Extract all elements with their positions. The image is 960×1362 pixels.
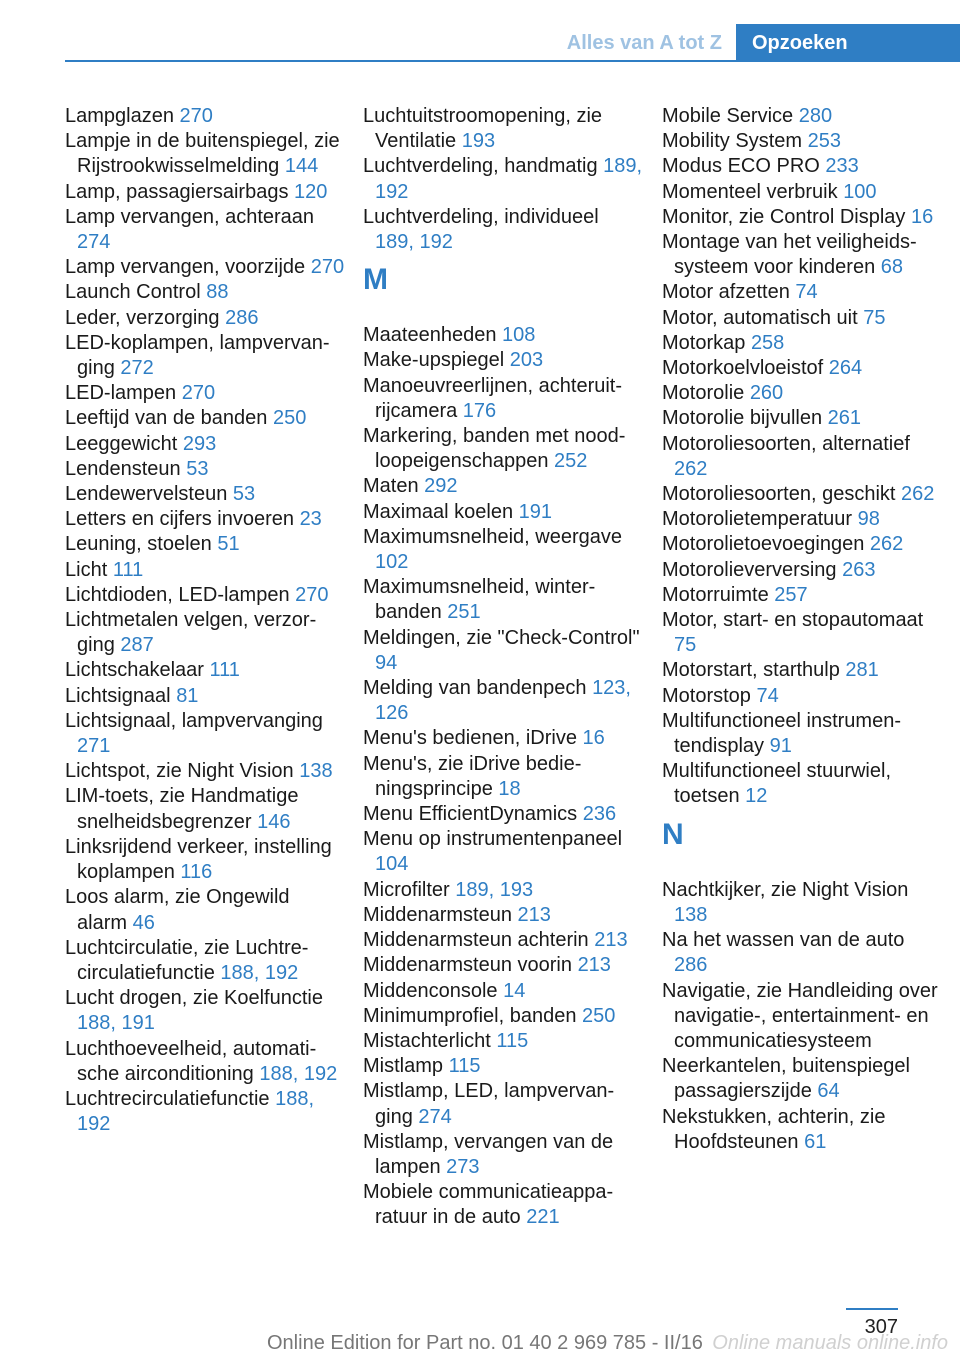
index-entry	[65, 784, 345, 834]
index-column-3	[662, 104, 942, 1155]
entry-term: Microfilter	[363, 878, 456, 901]
page-ref-link[interactable]: 189, 192	[375, 155, 643, 203]
entry-term: Luchthoeveelheid, automatische airconditioning	[65, 1037, 317, 1085]
entry-term: Maateenheden	[363, 324, 503, 347]
index-entry	[65, 129, 345, 179]
entry-term: Leuning, stoelen	[65, 533, 218, 556]
index-entry	[65, 432, 345, 457]
entry-term: Nekstukken, achterin, zie Hoofdsteunen	[662, 1105, 886, 1153]
page-header	[0, 0, 960, 62]
entry-term: Luchtcirculatie, zie Luchtrecirculatiefunctie	[65, 936, 309, 984]
entry-term: Motor, automatisch uit	[662, 306, 864, 329]
entry-term: Motoroliesoorten, geschikt	[662, 483, 902, 506]
entry-term: Manoeuvreerlijnen, achteruitrijcamera	[363, 374, 623, 422]
page-ref-link[interactable]: 213	[577, 954, 611, 977]
entry-term: Maximumsnelheid, winterbanden	[363, 576, 596, 624]
page-ref-link[interactable]: 68	[880, 256, 904, 279]
entry-term: Leeggewicht	[65, 432, 183, 455]
index-entry	[662, 280, 942, 305]
index-entry	[363, 525, 643, 575]
index-entry	[363, 1130, 643, 1180]
page-ref-link[interactable]: 18	[498, 777, 521, 800]
page-ref-link[interactable]: 98	[857, 508, 880, 531]
page-ref-link[interactable]: 271	[77, 735, 111, 758]
entry-term: Leder, verzorging	[65, 306, 226, 329]
page-ref-link[interactable]: 293	[182, 432, 217, 455]
index-entry	[363, 575, 643, 625]
index-entry	[662, 583, 942, 608]
index-entry	[363, 500, 643, 525]
index-entry	[65, 381, 345, 406]
index-entry	[363, 1079, 643, 1129]
index-column-1	[65, 104, 345, 1137]
index-entry	[662, 306, 942, 331]
entry-term: Momenteel verbruik	[662, 180, 844, 203]
page-ref-link[interactable]: 189, 192	[375, 231, 453, 254]
page-ref-link[interactable]: 16	[910, 205, 934, 228]
index-entry	[662, 331, 942, 356]
entry-term: Nachtkijker, zie Night Vision	[662, 878, 909, 901]
index-entry	[65, 306, 345, 331]
section-title: Alles van A tot Z	[566, 32, 722, 54]
entry-term: Modus ECO PRO	[662, 155, 826, 178]
index-entry	[363, 626, 643, 676]
index-entry	[662, 507, 942, 532]
page-ref-link[interactable]: 75	[674, 634, 697, 657]
entry-term: Motoroliesoorten, alternatief	[662, 432, 910, 455]
index-entry	[662, 759, 942, 809]
entry-term: Luchtverdeling, handmatig	[363, 155, 604, 178]
entry-term: LED-lampen	[65, 382, 182, 405]
page-ref-link[interactable]: 23	[299, 508, 322, 531]
page-ref-link[interactable]: 264	[828, 357, 863, 380]
page-ref-link[interactable]: 292	[424, 475, 458, 498]
index-entry	[662, 104, 942, 129]
index-entry	[65, 709, 345, 759]
page-ref-link[interactable]: 189, 193	[455, 878, 534, 901]
index-entry	[662, 979, 942, 1055]
index-entry	[65, 280, 345, 305]
entry-term: Licht	[65, 558, 113, 581]
page-ref-link[interactable]: 104	[375, 853, 409, 876]
index-entry	[65, 532, 345, 557]
entry-term: Lichtmetalen velgen, verzorging	[65, 609, 317, 657]
index-entry	[65, 180, 345, 205]
page-ref-link[interactable]: 272	[120, 357, 154, 380]
entry-term: LIM-toets, zie Handmatige snelheidsbegrenzer	[65, 785, 299, 833]
page-ref-link[interactable]: 233	[825, 155, 859, 178]
page-ref-link[interactable]: 262	[901, 483, 935, 506]
index-entry	[363, 752, 643, 802]
page-ref-link[interactable]: 74	[795, 281, 818, 304]
index-entry	[363, 878, 643, 903]
entry-term: Motorstart, starthulp	[662, 659, 846, 682]
page-ref-link[interactable]: 286	[225, 306, 259, 329]
index-entry	[65, 936, 345, 986]
entry-term: Motorolie bijvullen	[662, 407, 828, 430]
index-entry	[662, 608, 942, 658]
page-ref-link[interactable]: 270	[181, 382, 216, 405]
index-column-2	[363, 104, 643, 1231]
entry-term: Lichtsignaal, lampvervanging	[65, 709, 323, 732]
page-ref-link[interactable]: 188, 192	[77, 1087, 315, 1136]
page-ref-link[interactable]: 138	[674, 903, 708, 926]
index-entry	[65, 583, 345, 608]
entry-term: Luchtuitstroomopening, zie Ventilatie	[363, 105, 603, 153]
page-ref-link[interactable]: 213	[517, 903, 551, 926]
entry-term: Meldingen, zie "Check-Control"	[363, 626, 640, 649]
page-number: 307	[864, 1316, 898, 1338]
page-ref-link[interactable]: 116	[180, 861, 213, 884]
index-entry	[65, 507, 345, 532]
entry-term: Motor afzetten	[662, 281, 796, 304]
page-ref-link[interactable]: 144	[284, 155, 319, 178]
entry-term: Minimumprofiel, banden	[363, 1004, 582, 1027]
entry-term: Make-upspiegel	[363, 349, 510, 372]
page-ref-link[interactable]: 81	[176, 684, 199, 707]
page-ref-link[interactable]: 146	[257, 810, 291, 833]
index-entry	[662, 709, 942, 759]
entry-term: Maximaal koelen	[363, 500, 519, 523]
index-entry	[65, 658, 345, 683]
entry-term: Neerkantelen, buitenspiegel passagierszijde	[662, 1055, 910, 1103]
index-entry	[65, 986, 345, 1036]
page-ref-link[interactable]: 250	[272, 407, 307, 430]
page-ref-link[interactable]: 270	[295, 583, 329, 606]
page-ref-link[interactable]: 115	[448, 1055, 481, 1078]
index-entry	[65, 558, 345, 583]
index-entry	[363, 1029, 643, 1054]
index-entry	[65, 205, 345, 255]
index-entry	[363, 154, 643, 204]
page-ref-link[interactable]: 115	[496, 1029, 529, 1052]
index-entry	[363, 676, 643, 726]
entry-term: Maten	[363, 475, 425, 498]
entry-term: Luchtrecirculatiefunctie	[65, 1087, 276, 1110]
index-entry	[662, 180, 942, 205]
index-entry	[363, 979, 643, 1004]
entry-term: Launch Control	[65, 281, 207, 304]
page-ref-link[interactable]: 286	[674, 954, 708, 977]
index-entry	[65, 255, 345, 280]
entry-term: Middenconsole	[363, 979, 504, 1002]
page-ref-link[interactable]: 75	[863, 306, 886, 329]
page-ref-link[interactable]: 12	[745, 785, 768, 808]
page-ref-link[interactable]: 53	[186, 457, 209, 480]
page-ref-link[interactable]: 53	[232, 483, 256, 506]
page-ref-link[interactable]: 16	[582, 727, 605, 750]
entry-term: Lichtschakelaar	[65, 659, 210, 682]
index-entry	[363, 903, 643, 928]
entry-term: Mistachterlicht	[363, 1029, 497, 1052]
index-entry	[662, 129, 942, 154]
index-entry	[65, 482, 345, 507]
page-ref-link[interactable]: 100	[843, 180, 877, 203]
page-ref-link[interactable]: 51	[217, 533, 240, 556]
page-ref-link[interactable]: 94	[375, 651, 398, 674]
index-entry	[662, 684, 942, 709]
entry-term: Lendewervelsteun	[65, 483, 233, 506]
index-entry	[65, 1037, 345, 1087]
index-entry	[662, 230, 942, 280]
index-entry	[662, 1054, 942, 1104]
entry-term: Motorkoelvloeistof	[662, 357, 829, 380]
entry-term: Mobile Service	[662, 105, 799, 127]
entry-term: Leeftijd van de banden	[65, 407, 273, 430]
entry-term: Montage van het veiligheidssysteem voor kinderen	[662, 231, 917, 279]
page-ref-link[interactable]: 102	[375, 551, 409, 574]
entry-term: Lampje in de buitenspiegel, zie Rijstrookwisselmelding	[65, 130, 340, 178]
index-entry	[662, 658, 942, 683]
index-entry	[65, 608, 345, 658]
entry-term: Lamp vervangen, achteraan	[65, 205, 315, 228]
page-ref-link[interactable]: 91	[769, 735, 792, 758]
entry-term: LED-koplampen, lampvervanging	[65, 331, 330, 380]
index-entry	[65, 104, 345, 129]
index-entry	[662, 558, 942, 583]
page-ref-link[interactable]: 257	[774, 583, 808, 606]
entry-term: Middenarmsteun voorin	[363, 954, 578, 977]
index-entry	[65, 684, 345, 709]
section-letter: N	[662, 817, 684, 851]
page-ref-link[interactable]: 64	[817, 1080, 840, 1103]
entry-term: Menu op instrumentenpaneel	[363, 828, 623, 851]
page-ref-link[interactable]: 280	[798, 105, 833, 127]
page-ref-link[interactable]: 258	[750, 331, 785, 354]
section-letter: M	[363, 263, 388, 297]
index-entry	[662, 482, 942, 507]
page-ref-link[interactable]: 273	[446, 1155, 480, 1178]
entry-term: Motorolietemperatuur	[662, 508, 858, 531]
index-entry	[363, 1004, 643, 1029]
entry-term: Mistlamp, vervangen van de lampen	[363, 1130, 614, 1178]
entry-term: Letters en cijfers invoeren	[65, 508, 300, 531]
page-ref-link[interactable]: 252	[554, 450, 588, 473]
page-ref-link[interactable]: 270	[179, 105, 213, 127]
page-ref-link[interactable]: 108	[502, 324, 536, 347]
page-ref-link[interactable]: 274	[418, 1105, 452, 1128]
page-ref-link[interactable]: 123, 126	[375, 677, 631, 725]
page-ref-link[interactable]: 250	[582, 1004, 616, 1027]
index-entry	[363, 726, 643, 751]
entry-term: Middenarmsteun	[363, 903, 518, 926]
entry-term: Mobiele communicatieapparatuur in de auto	[363, 1181, 614, 1229]
page-ref-link[interactable]: 253	[807, 130, 841, 153]
entry-term: Motorolietoevoegingen	[662, 533, 870, 556]
chapter-tab: Opzoeken	[736, 24, 960, 62]
entry-term: Lucht drogen, zie Koelfunctie	[65, 987, 323, 1010]
page-ref-link[interactable]: 88	[206, 281, 229, 304]
entry-term: Loos alarm, zie Ongewild alarm	[65, 886, 290, 934]
page-ref-link[interactable]: 138	[299, 760, 333, 783]
index-entry	[363, 827, 643, 877]
page-ref-link[interactable]: 14	[503, 979, 526, 1002]
entry-term: Melding van bandenpech	[363, 677, 593, 700]
entry-term: Na het wassen van de auto	[662, 929, 905, 952]
page-ref-link[interactable]: 213	[594, 929, 628, 952]
edition-note: Online Edition for Part no. 01 40 2 969 785 - II/16	[267, 1332, 703, 1354]
page-ref-link[interactable]: 203	[509, 349, 544, 372]
entry-term: Motor, start- en stopautomaat	[662, 609, 924, 632]
index-entry	[363, 953, 643, 978]
page-ref-link[interactable]: 262	[869, 533, 904, 556]
index-entry	[363, 1054, 643, 1079]
entry-term: Mistlamp	[363, 1055, 449, 1078]
page-ref-link[interactable]: 111	[112, 558, 144, 581]
index-entry	[363, 104, 643, 154]
index-entry	[65, 835, 345, 885]
entry-term: Motorkap	[662, 331, 751, 354]
entry-term: Lichtdioden, LED-lampen	[65, 583, 296, 606]
index-entry	[662, 928, 942, 978]
page-ref-link[interactable]: 251	[447, 601, 481, 624]
index-entry	[65, 406, 345, 431]
entry-term: Lampglazen	[65, 105, 180, 127]
index-entry	[662, 205, 942, 230]
page-ref-link[interactable]: 188, 192	[220, 961, 299, 984]
index-entry	[363, 1180, 643, 1230]
page-ref-link[interactable]: 263	[842, 558, 876, 581]
entry-term: Markering, banden met noodloopeigenschappen	[363, 425, 626, 473]
entry-term: Lamp, passagiersairbags	[65, 180, 295, 203]
index-entry	[363, 802, 643, 827]
index-entry	[363, 374, 643, 424]
entry-term: Navigatie, zie Handleiding over navigatie-, entertainment- en communicatiesysteem	[662, 979, 938, 1052]
entry-term: Lichtsignaal	[65, 684, 177, 707]
page-ref-link[interactable]: 261	[827, 407, 862, 430]
page-ref-link[interactable]: 188, 191	[77, 1012, 155, 1035]
footer-rule	[846, 1308, 898, 1310]
index-entry	[65, 331, 345, 381]
page-ref-link[interactable]: 221	[526, 1206, 560, 1229]
entry-term: Motorruimte	[662, 583, 775, 606]
index-entry	[662, 532, 942, 557]
entry-term: Lendensteun	[65, 457, 187, 480]
page-ref-link[interactable]: 260	[749, 382, 784, 405]
page-ref-link[interactable]: 193	[461, 130, 496, 153]
page-ref-link[interactable]: 111	[209, 659, 240, 682]
index-entry	[662, 406, 942, 431]
index-entry	[662, 356, 942, 381]
index-entry	[363, 424, 643, 474]
entry-term: Lamp vervangen, voorzijde	[65, 256, 311, 279]
entry-term: Menu EfficientDynamics	[363, 803, 583, 826]
index-entry	[363, 205, 643, 255]
entry-term: Motorstop	[662, 684, 757, 707]
index-entry	[65, 457, 345, 482]
watermark: Online manuals online.info	[712, 1332, 948, 1354]
page-ref-link[interactable]: 120	[294, 180, 328, 203]
page-ref-link[interactable]: 236	[582, 803, 617, 826]
entry-term: Multifunctioneel instrumentendisplay	[662, 709, 902, 758]
page-ref-link[interactable]: 281	[845, 659, 879, 682]
entry-term: Linksrijdend verkeer, instelling koplampen	[65, 835, 332, 884]
index-entry	[363, 474, 643, 499]
entry-term: Mistlamp, LED, lampvervanging	[363, 1080, 615, 1128]
index-entry	[65, 759, 345, 784]
page-ref-link[interactable]: 74	[756, 684, 779, 707]
page-ref-link[interactable]: 274	[77, 231, 111, 254]
page-ref-link[interactable]: 188, 192	[259, 1062, 338, 1085]
page-ref-link[interactable]: 287	[120, 634, 154, 657]
index-entry	[363, 323, 643, 348]
entry-term: Motorolieverversing	[662, 558, 843, 581]
page-ref-link[interactable]: 46	[132, 911, 155, 934]
index-entry	[363, 348, 643, 373]
entry-term: Middenarmsteun achterin	[363, 929, 595, 952]
entry-term: Motorolie	[662, 382, 750, 405]
index-entry	[363, 928, 643, 953]
page-ref-link[interactable]: 262	[674, 457, 708, 480]
index-entry	[662, 154, 942, 179]
entry-term: Mobility System	[662, 130, 808, 153]
entry-term: Monitor, zie Control Display	[662, 205, 911, 228]
index-entry	[662, 1105, 942, 1155]
page-ref-link[interactable]: 191	[518, 500, 552, 523]
page-ref-link[interactable]: 61	[804, 1130, 827, 1153]
page-ref-link[interactable]: 176	[462, 399, 497, 422]
index-entry	[65, 885, 345, 935]
entry-term: Maximumsnelheid, weergave	[363, 525, 623, 548]
entry-term: Menu's, zie iDrive bedieningsprincipe	[363, 752, 582, 800]
entry-term: Multifunctioneel stuurwiel, toetsen	[662, 760, 891, 808]
index-entry	[662, 432, 942, 482]
entry-term: Menu's bedienen, iDrive	[363, 727, 583, 750]
entry-term: Luchtverdeling, individueel	[363, 205, 599, 228]
entry-term: Lichtspot, zie Night Vision	[65, 760, 300, 783]
page-ref-link[interactable]: 270	[310, 256, 345, 279]
index-entry	[662, 878, 942, 928]
index-entry	[662, 381, 942, 406]
index-entry	[65, 1087, 345, 1137]
